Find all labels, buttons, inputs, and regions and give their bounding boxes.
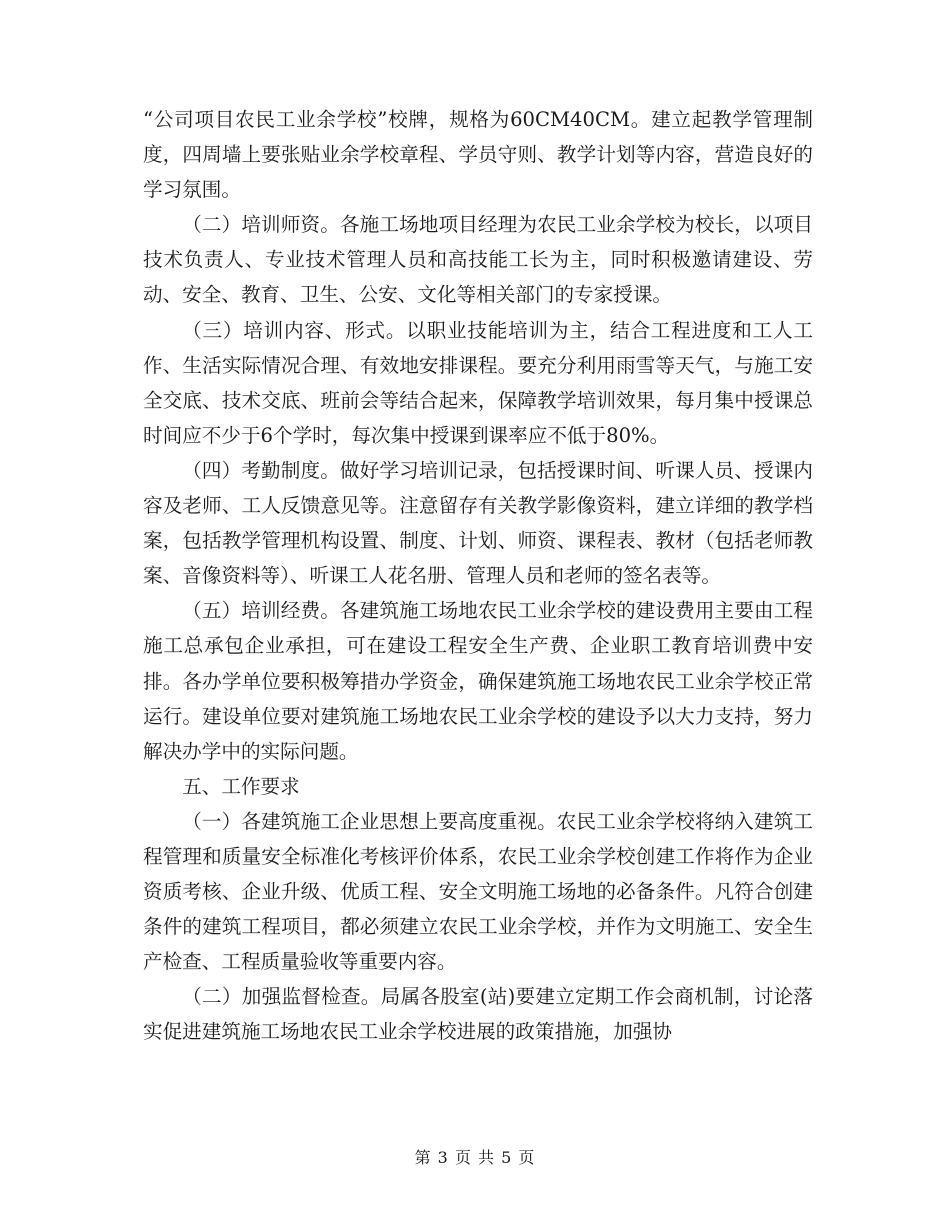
- paragraph-requirement-attention: （一）各建筑施工企业思想上要高度重视。农民工业余学校将纳入建筑工程管理和质量安全标准化考核评价体系，农民工业余学校创建工作将作为企业资质考核、企业升级、优质工程、安全文明施工场地的必备条件。凡符合创建条件的建筑工程项目，都必须建立农民工业余学校，并作为文明施工、安全生产检查、工程质量验收等重要内容。: [143, 809, 813, 974]
- paragraph-requirement-supervision: （二）加强监督检查。局属各股室(站)要建立定期工作会商机制，讨论落实促进建筑施工场地农民工业余学校进展的政策措施，加强协: [143, 985, 813, 1044]
- paragraph-training-teachers: （二）培训师资。各施工场地项目经理为农民工业余学校为校长，以项目技术负责人、专业技术管理人员和高技能工长为主，同时积极邀请建设、劳动、安全、教育、卫生、公安、文化等相关部门的专家授课。: [143, 213, 813, 307]
- paragraph-attendance-system: （四）考勤制度。做好学习培训记录，包括授课时间、听课人员、授课内容及老师、工人反馈意见等。注意留存有关教学影像资料，建立详细的教学档案，包括教学管理机构设置、制度、计划、师资、课程表、教材（包括老师教案、音像资料等）、听课工人花名册、管理人员和老师的签名表等。: [143, 458, 813, 588]
- section-heading-work-requirements: 五、工作要求: [182, 774, 300, 798]
- paragraph-training-funds: （五）培训经费。各建筑施工场地农民工业余学校的建设费用主要由工程施工总承包企业承担，可在建设工程安全生产费、企业职工教育培训费中安排。各办学单位要积极筹措办学资金，确保建筑施工场地农民工业余学校正常运行。建设单位要对建筑施工场地农民工业余学校的建设予以大力支持，努力解决办学中的实际问题。: [143, 599, 813, 763]
- paragraph-training-content: （三）培训内容、形式。以职业技能培训为主，结合工程进度和工人工作、生活实际情况合理、有效地安排课程。要充分利用雨雪等天气，与施工安全交底、技术交底、班前会等结合起来，保障教学培训效果，每月集中授课总时间应不少于6个学时，每次集中授课到课率应不低于80%。: [143, 318, 813, 447]
- document-body: [143, 102, 813, 1050]
- paragraph-school-sign: “公司项目农民工业余学校”校牌，规格为60CM40CM。建立起教学管理制度，四周墙上要张贴业余学校章程、学员守则、教学计划等内容，营造良好的学习氛围。: [143, 108, 813, 202]
- page-number-footer: 第 3 页 共 5 页: [414, 1148, 536, 1167]
